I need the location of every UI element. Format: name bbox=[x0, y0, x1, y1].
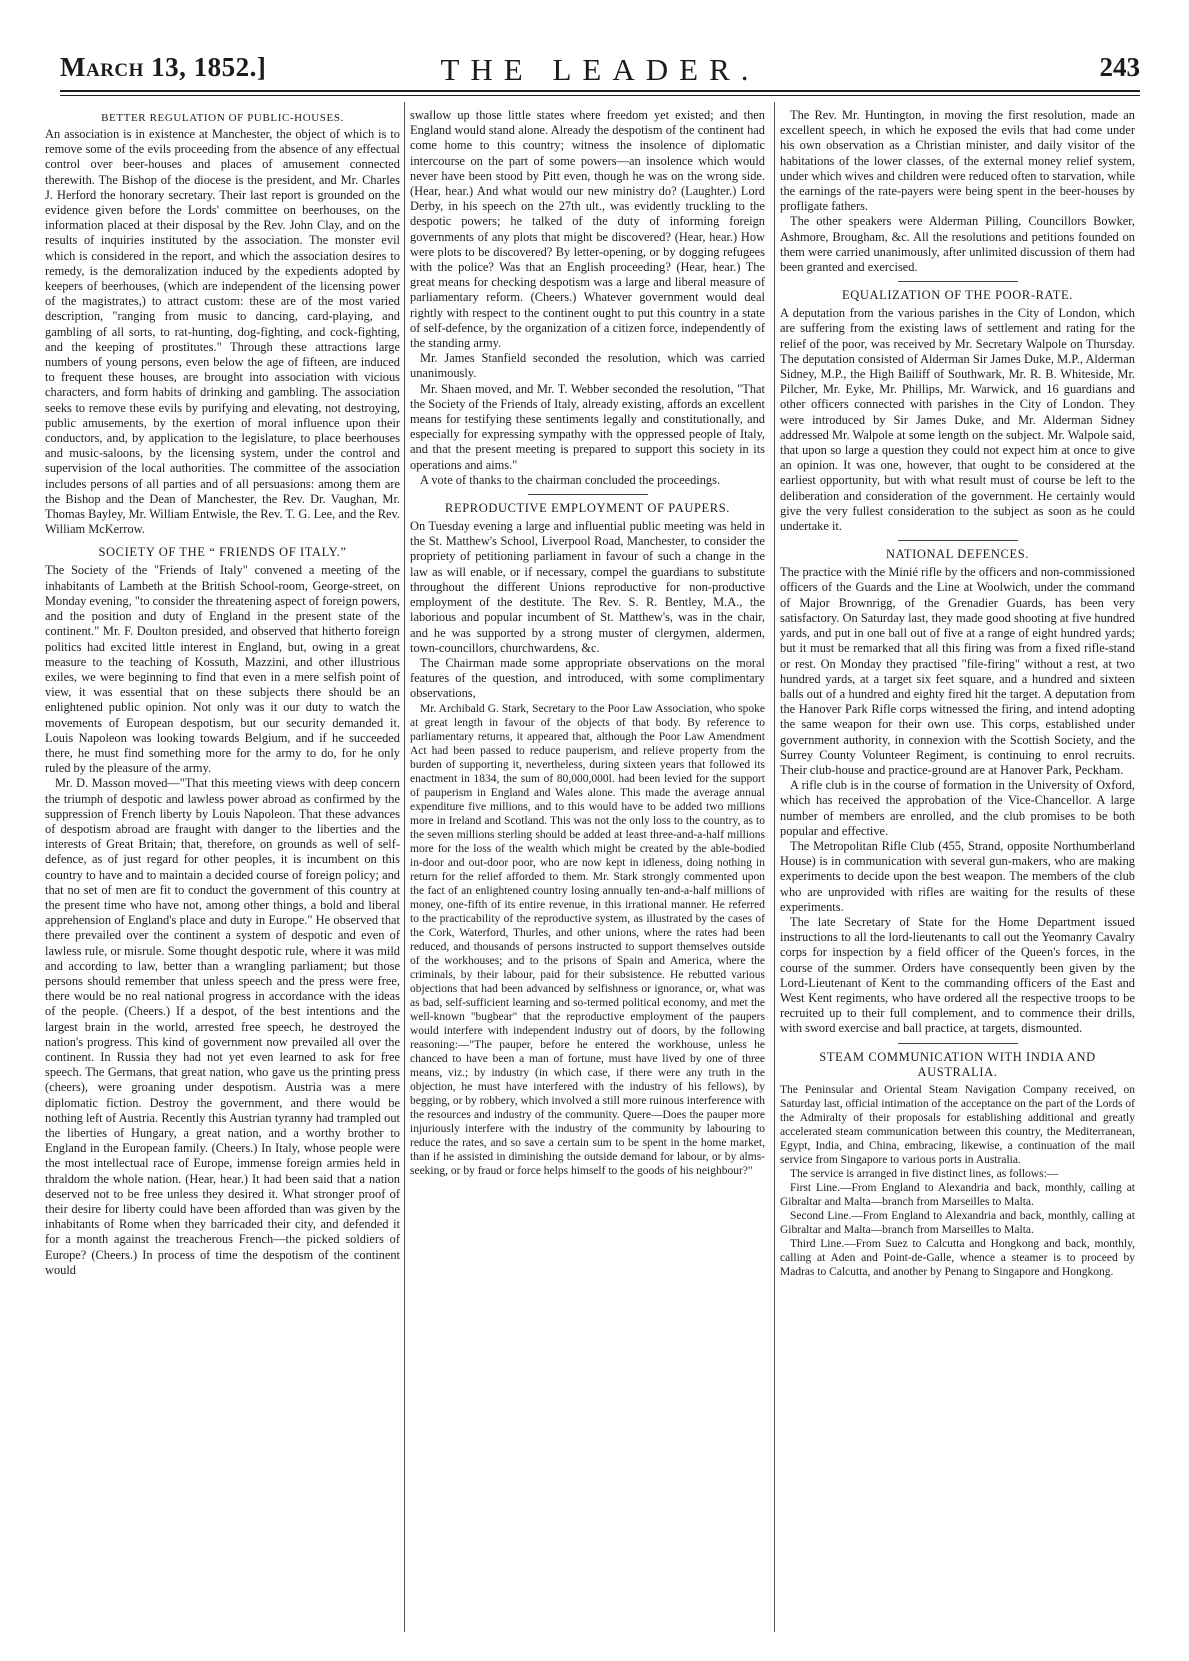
article-heading-friends-of-italy: SOCIETY OF THE “ FRIENDS OF ITALY.” bbox=[98, 545, 347, 560]
section-rule bbox=[898, 1043, 1018, 1044]
article-paragraph-continued: swallow up those little states where freedom yet existed; and then England would stand alone. Already the despotism of the continent had come home to this country; witness the insolence of diplomatic intercourse on the part of some powers—an insolence which would never have been stood by Pitt even, though he was on the wrong side. (Hear, hear.) And what would our new ministry do? (Laughter.) Lord Derby, in his speech on the 27th ult., was evidently truckling to the despotic powers; he talked of the duty of informing foreign governments of any plots that might be discovered? (Hear, hear.) How were plots to be discovered? By letter-opening, or by dogging refugees with the police? Was that an English proceeding? (Hear, hear.) The great means for checking despotism was a large and liberal measure of parliamentary reform. (Cheers.) Whatever government would deal rightly with respect to the continent ought to put this country in a state of self-defence, by the organization of a citizen force, independently of the standing army. bbox=[410, 108, 765, 351]
article-paragraph: Third Line.—From Suez to Calcutta and Hongkong and back, monthly, calling at Aden and Point-de-Galle, whence a steamer is to proceed by Madras to Calcutta, and another by Penang to Singapore and Hongkong. bbox=[780, 1237, 1135, 1278]
masthead bbox=[60, 52, 1140, 88]
article-paragraph: An association is in existence at Manchester, the object of which is to remove some of the evils proceeding from the absence of any effectual control over beer-houses and places of amusement connected therewith. The Bishop of the diocese is the president, and Mr. Charles J. Herford the honorary secretary. Their last report is grounded on the evidence given before the Lords' committee on beerhouses, on the information placed at their disposal by the Rev. John Clay, and on the results of inquiries instituted by the association. The monster evil which is considered in the report, and which the association desires to remedy, is the demoralization induced by the expedients adopted by keepers of beerhouses, (which are independent of the licensing power of the magistrates,) to attract custom: these are of the most varied description, "ranging from music to dancing, card-playing, and gambling of all sorts, to rat-hunting, dog-fighting, and cock-fighting, and the keeping of prostitutes." Through these attractions large numbers of young persons, even below the age of fifteen, are induced to frequent these houses, are brought into association with vicious characters, and form habits of drinking and gambling. The association seeks to remove these evils by purifying and elevating, not destroying, public amusements, by the exertion of moral influence upon their conductors, and, by application to the legislature, to place beerhouses and music-saloons, by the licensing system, under the control and supervision of the local authorities. The committee of the association includes persons of all parties and of all persuasions: among them are the Bishop and the Dean of Manchester, the Rev. Dr. Vaughan, Mr. Thomas Bayley, Mr. William Entwisle, the Rev. T. G. Lee, and the Rev. William McKerrow. bbox=[45, 127, 400, 537]
masthead-rule bbox=[60, 90, 1140, 92]
article-paragraph: On Tuesday evening a large and influential public meeting was held in the St. Matthew's School, Liverpool Road, Manchester, to consider the propriety of petitioning parliament in favour of such a change in the law as will enable, or if necessary, compel the guardians to substitute throughout the different Unions reproductive for non-productive employment of the destitute. The Rev. S. R. Bentley, M.A., the laborious and popular incumbent of St. Matthew's, was in the chair, and he was supported by a strong muster of clergymen, aldermen, town-councillors, churchwardens, &c. bbox=[410, 519, 765, 655]
article-heading-steam: STEAM COMMUNICATION WITH INDIA AND AUSTRALIA. bbox=[819, 1049, 1096, 1079]
article-paragraph: The Society of the "Friends of Italy" convened a meeting of the inhabitants of Lambeth at the British School-room, George-street, on Monday evening, "to consider the threatening aspect of foreign powers, and the position and duty of England in the present state of the continent." Mr. F. Doulton presided, and observed that hitherto foreign politics had excited little interest in England, but, owing in a great measure to the teaching of Kossuth, Mazzini, and other illustrious exiles, we were beginning to find that even in a mere selfish point of view, it was essential that on these subjects there should be an enlightened public opinion. Not only was it our duty to watch the movements of European despotism, but our security demanded it. Louis Napoleon was looking towards Belgium, and if he succeeded there, he must find something more for the army to do, for he only ruled by the pleasure of the army. bbox=[45, 563, 400, 776]
page-number: 243 bbox=[1099, 52, 1140, 82]
article-paragraph: The Chairman made some appropriate observations on the moral features of the question, and introduced, with some complimentary observations, bbox=[410, 655, 765, 701]
article-heading-public-houses: BETTER REGULATION OF PUBLIC-HOUSES. bbox=[101, 112, 344, 124]
column-divider bbox=[774, 102, 775, 1632]
column-1 bbox=[45, 108, 400, 1628]
article-paragraph: The Rev. Mr. Huntington, in moving the first resolution, made an excellent speech, in which he exposed the evils that had come under his own observation as a Christian minister, and daily visitor of the habitations of the lower classes, of the external money relief system, under which wives and children were reduced often to starvation, while the earnings of the rate-payers were being spent in the beer-houses by profligate fathers. bbox=[780, 108, 1135, 214]
article-heading-poor-rate: EQUALIZATION OF THE POOR-RATE. bbox=[842, 288, 1073, 303]
article-paragraph: A deputation from the various parishes in the City of London, which are suffering from the existing laws of settlement and rating for the relief of the poor, was received by Mr. Secretary Walpole on Thursday. The deputation consisted of Alderman Sir James Duke, M.P., Alderman Sidney, M.P., the High Bailiff of Southwark, Mr. R. B. Whiteside, Mr. Pilcher, Mr. Eyke, Mr. Phillips, Mr. Warwick, and 16 guardians and other officers connected with parishes in the City of London. They were introduced by Sir James Duke, and Mr. Alderman Sidney addressed Mr. Walpole at some length on the subject. Mr. Walpole said, that upon so large a question they could not expect him at once to give an opinion. It was one, however, that ought to be considered at the earliest opportunity, but with what result must of course be left to the deliberation and consideration of the government. He certainly would give the very fullest consideration to the subject as soon as he could undertake it. bbox=[780, 306, 1135, 534]
article-paragraph: Mr. D. Masson moved—"That this meeting views with deep concern the triumph of despotic and lawless power abroad as confirmed by the suppression of French liberty by Louis Napoleon. That these advances of despotism abroad are fraught with danger to the liberties and the interests of Great Britain; that, therefore, on grounds as well of self-defence, as of just regard for other peoples, it is incumbent on this country to have and to maintain a decided course of foreign policy; and that no set of men are fit to conduct the government of this country at the present time who have not, among other things, a bold and liberal apprehension of England's place and duty in Europe." He observed that there prevailed over the continent a system of despotic and even of lawless rule, or misrule. Some thought despotic rule, where it was mild and according to law, better than a wrangling parliament; but those persons should remember that unless speech and the press were free, there would be no real national progress in accordance with the ideas of the people. (Cheers.) If a despot, of the best intentions and the largest brain in the world, arrested free speech, he destroyed the nation's progress. This kind of government now prevailed all over the continent. In Russia they had not yet even learned to ask for free speech. The Germans, that great nation, who gave us the printing press (cheers), were groaning under despotism. Austria was a mere diplomatic fiction. Destroy the government, and there would be nothing left of Austria. Recently this Austrian tyranny had trampled out the liberties of Hungary, a great nation, and a worthy brother to England in the European family. (Cheers.) In Italy, whose people were the most intellectual race of Europe, immense foreign armies held in thraldom the whole nation. (Hear, hear.) It had been said that a nation deserved not to be free unless they desired it. What stronger proof of their desire for liberty could have been afforded than was given by the inhabitants of Rome when they barricaded their city, and defended it for a month against the treacherous French—the picked soldiers of Europe? (Cheers.) In process of time the despotism of the continent would bbox=[45, 776, 400, 1277]
article-paragraph: The service is arranged in five distinct lines, as follows:— bbox=[790, 1167, 1059, 1180]
article-paragraph: The Peninsular and Oriental Steam Navigation Company received, on Saturday last, official intimation of the acceptance on the part of the Lords of the Admiralty of their proposals for establishing additional and greatly accelerated steam communication between this country, the Mediterranean, Egypt, India, and China, embracing, likewise, a continuation of the mail service from Singapore to various ports in Australia. bbox=[780, 1083, 1135, 1166]
section-rule bbox=[898, 281, 1018, 282]
article-heading-paupers: REPRODUCTIVE EMPLOYMENT OF PAUPERS. bbox=[445, 501, 730, 516]
article-paragraph: Mr. Archibald G. Stark, Secretary to the Poor Law Association, who spoke at great length in favour of the objects of that body. By reference to parliamentary returns, it appeared that, although the Poor Law Amendment Act had been passed to reduce pauperism, and relieve property from the burden of supporting it, nevertheless, during sixteen years that followed its enactment in 1834, the sum of 80,000,000l. had been levied for the support of pauperism in England and Wales alone. This made the average annual expenditure five millions, and to this would have to be added two millions more in Ireland and Scotland. This was not the only loss to the country, as to the seven millions sterling should be added at least three-and-a-half millions more for the loss of the wealth which might be created by the able-bodied in-door and out-door poor, who are now kept in idleness, doing nothing in return for the relief afforded to them. Mr. Stark strongly commented upon the fact of an enlightened country losing annually ten-and-a-half millions of money, one-fifth of its entire revenue, in this irrational manner. He referred to the practicability of the reproductive system, as illustrated by the cases of the Cork, Waterford, Thurles, and other unions, where the rates had been reduced, and thousands of persons instructed to support themselves outside of the workhouses; and to the prisons of Spain and America, where the criminals, by their labour, paid for their subsistence. He rebutted various objections that had been advanced by selfishness or ignorance, or, what was as bad, self-sufficient learning and so-termed political economy, and met the well-known "bugbear" that the reproductive employment of the paupers would interfere with independent industry out of doors, by the following reasoning:—"The pauper, before he entered the workhouse, unless he chanced to have been a man of fortune, must have lived by one of three means, viz.; by industry (in which case, if there were any truth in the objection, he must have interfered with the industry of his fellows), by begging, or by robbery, which involved a still more ruinous interference with the resources and industry of the community. Quere—Does the pauper more injuriously interfere with the industry of the community by labouring to reduce the rates, and so save a certain sum to be spent in the home market, than if he assisted in diminishing the outside demand for labour, or by alms-seeking, or by fraud or force helps himself to the goods of his neighbour?" bbox=[410, 702, 765, 1177]
article-paragraph: First Line.—From England to Alexandria and back, monthly, calling at Gibraltar and Malta—branch from Marseilles to Malta. bbox=[780, 1181, 1135, 1208]
issue-date: March 13, 1852.] bbox=[60, 52, 267, 82]
article-paragraph: The late Secretary of State for the Home Department issued instructions to all the lord-lieutenants to call out the Yeomanry Cavalry corps for inspection by a field officer of the Queen's forces, in the course of the summer. Orders have consequently been given by the Lord-Lieutenant of Kent to the commanding officers of the East and West Kent regiments, who have ordered all the respective troops to be recruited up to their full complement, and to commence their drills, with sword exercise and ball practice, at targets, dismounted. bbox=[780, 914, 1135, 1036]
article-paragraph: Mr. James Stanfield seconded the resolution, which was carried unanimously. bbox=[410, 351, 765, 381]
column-3 bbox=[780, 108, 1135, 1628]
article-paragraph: The Metropolitan Rifle Club (455, Strand, opposite Northumberland House) is in communication with several gun-makers, who are making experiments to decide upon the best weapon. The members of the club who are unprovided with rifles are waiting for the results of these experiments. bbox=[780, 838, 1135, 914]
article-heading-national-defences: NATIONAL DEFENCES. bbox=[886, 547, 1029, 562]
article-paragraph: Mr. Shaen moved, and Mr. T. Webber seconded the resolution, "That the Society of the Friends of Italy, already existing, affords an excellent means for testifying these sentiments legally and constitutionally, and especially for expressing sympathy with the oppressed people of Italy, and that the present meeting is prepared to support this society in its operations and aims." bbox=[410, 381, 765, 472]
column-2 bbox=[410, 108, 765, 1628]
section-rule bbox=[528, 494, 648, 495]
masthead-rule-thin bbox=[60, 95, 1140, 96]
article-paragraph: The practice with the Minié rifle by the officers and non-commissioned officers of the Guards and the Line at Woolwich, under the command of Major Brownrigg, of the Grenadier Guards, has been very satisfactory. On Saturday last, they made good shooting at five hundred yards, and put in one ball out of five at a range of eight hundred yards; but it must be remarked that all this firing was from a fixed rifle-stand or rest. On Monday they practised "file-firing" without a rest, at two hundred yards, at a target six feet square, and a hundred and sixteen balls out of a hundred and eighty fired hit the target. A deputation from the Hanover Park Rifle corps witnessed the firing, and intend adopting the same weapon for their own use. This corps, established under government authority, in connexion with the Scottish Society, and the Surrey County Volunteer Regiment, is continuing to enrol recruits. Their club-house and practice-ground are at Hanover Park, Peckham. bbox=[780, 565, 1135, 777]
article-paragraph: Second Line.—From England to Alexandria and back, monthly, calling at Gibraltar and Malta—branch from Marseilles to Malta. bbox=[780, 1209, 1135, 1236]
column-divider bbox=[404, 102, 405, 1632]
article-paragraph: A vote of thanks to the chairman concluded the proceedings. bbox=[420, 472, 721, 487]
newspaper-title: THE LEADER. bbox=[440, 52, 760, 87]
section-rule bbox=[898, 540, 1018, 541]
article-paragraph: A rifle club is in the course of formation in the University of Oxford, which has received the approbation of the Vice-Chancellor. A large number of members are enrolled, and the club promises to be both popular and effective. bbox=[780, 778, 1135, 838]
article-paragraph: The other speakers were Alderman Pilling, Councillors Bowker, Ashmore, Brougham, &c. All the resolutions and petitions founded on them were carried unanimously, after unlimited discussion of them had been granted and exercised. bbox=[780, 214, 1135, 275]
